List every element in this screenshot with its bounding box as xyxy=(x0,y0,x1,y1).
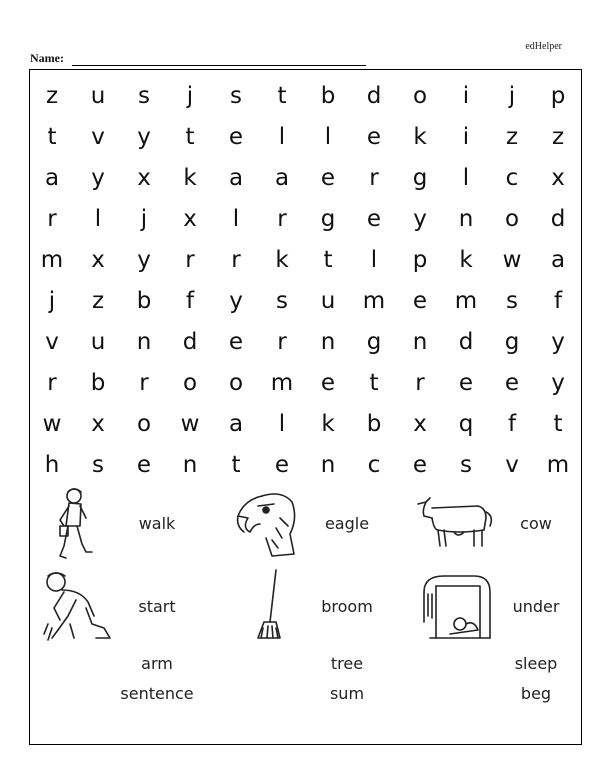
grid-letter[interactable]: k xyxy=(413,124,427,150)
grid-letter[interactable]: b xyxy=(320,83,336,109)
word-tree: tree xyxy=(330,654,364,673)
grid-letter[interactable]: k xyxy=(275,247,289,273)
grid-letter[interactable]: n xyxy=(320,329,336,355)
grid-letter[interactable]: u xyxy=(320,288,336,314)
grid-letter[interactable]: y xyxy=(413,206,427,232)
grid-letter[interactable]: l xyxy=(232,206,240,232)
grid-letter[interactable]: e xyxy=(320,370,336,396)
word-sleep: sleep xyxy=(514,654,558,673)
grid-letter[interactable]: c xyxy=(505,165,519,191)
grid-letter[interactable]: r xyxy=(277,206,287,232)
grid-letter[interactable]: n xyxy=(136,329,152,355)
grid-letter[interactable]: m xyxy=(454,288,478,314)
clue-word-under: under xyxy=(512,597,560,616)
name-label: Name: xyxy=(30,51,64,65)
grid-letter[interactable]: f xyxy=(185,288,195,314)
grid-letter[interactable]: e xyxy=(366,124,382,150)
grid-letter[interactable]: z xyxy=(91,288,105,314)
word-arm: arm xyxy=(141,654,173,673)
grid-letter[interactable]: u xyxy=(90,83,106,109)
grid-letter[interactable]: b xyxy=(90,370,106,396)
grid-letter[interactable]: a xyxy=(228,165,244,191)
grid-letter[interactable]: s xyxy=(460,452,472,478)
grid-letter[interactable]: t xyxy=(277,83,287,109)
grid-letter[interactable]: w xyxy=(502,247,522,273)
grid-letter[interactable]: z xyxy=(45,83,59,109)
word-sentence: sentence xyxy=(120,684,194,703)
grid-letter[interactable]: t xyxy=(231,452,241,478)
grid-letter[interactable]: u xyxy=(90,329,106,355)
grid-letter[interactable]: y xyxy=(91,165,105,191)
grid-letter[interactable]: t xyxy=(185,124,195,150)
grid-letter[interactable]: h xyxy=(44,452,60,478)
grid-letter[interactable]: l xyxy=(94,206,102,232)
grid-letter[interactable]: l xyxy=(278,411,286,437)
grid-letter[interactable]: v xyxy=(45,329,59,355)
grid-letter[interactable]: e xyxy=(412,288,428,314)
broom-icon xyxy=(254,568,284,644)
grid-letter[interactable]: x xyxy=(413,411,427,437)
grid-letter[interactable]: a xyxy=(44,165,60,191)
grid-letter[interactable]: t xyxy=(369,370,379,396)
grid-letter[interactable]: y xyxy=(137,124,151,150)
grid-letter[interactable]: s xyxy=(506,288,518,314)
grid-letter[interactable]: g xyxy=(412,165,428,191)
grid-letter[interactable]: x xyxy=(551,165,565,191)
clue-word-walk: walk xyxy=(138,514,176,533)
grid-letter[interactable]: y xyxy=(229,288,243,314)
grid-letter[interactable]: o xyxy=(412,83,428,109)
grid-letter[interactable]: e xyxy=(274,452,290,478)
grid-letter[interactable]: z xyxy=(505,124,519,150)
cow-icon xyxy=(414,496,496,550)
clue-word-cow: cow xyxy=(520,514,552,533)
grid-letter[interactable]: t xyxy=(323,247,333,273)
grid-letter[interactable]: s xyxy=(230,83,242,109)
grid-letter[interactable]: m xyxy=(546,452,570,478)
grid-letter[interactable]: o xyxy=(182,370,198,396)
grid-letter[interactable]: z xyxy=(551,124,565,150)
grid-letter[interactable]: y xyxy=(551,329,565,355)
grid-letter[interactable]: k xyxy=(183,165,197,191)
grid-letter[interactable]: j xyxy=(508,83,516,109)
grid-letter[interactable]: v xyxy=(91,124,105,150)
grid-letter[interactable]: r xyxy=(415,370,425,396)
grid-letter[interactable]: q xyxy=(458,411,474,437)
grid-letter[interactable]: a xyxy=(550,247,566,273)
grid-letter[interactable]: a xyxy=(228,411,244,437)
grid-letter[interactable]: m xyxy=(40,247,64,273)
grid-letter[interactable]: y xyxy=(137,247,151,273)
grid-letter[interactable]: b xyxy=(136,288,152,314)
grid-letter[interactable]: d xyxy=(458,329,474,355)
grid-letter[interactable]: g xyxy=(366,329,382,355)
grid-letter[interactable]: e xyxy=(228,329,244,355)
grid-letter[interactable]: r xyxy=(47,370,57,396)
grid-letter[interactable]: e xyxy=(458,370,474,396)
grid-letter[interactable]: p xyxy=(550,83,566,109)
eagle-head-icon xyxy=(232,488,300,560)
grid-letter[interactable]: r xyxy=(139,370,149,396)
grid-letter[interactable]: g xyxy=(504,329,520,355)
grid-letter[interactable]: o xyxy=(228,370,244,396)
grid-letter[interactable]: n xyxy=(182,452,198,478)
grid-letter[interactable]: r xyxy=(47,206,57,232)
grid-letter[interactable]: m xyxy=(362,288,386,314)
grid-letter[interactable]: g xyxy=(320,206,336,232)
grid-letter[interactable]: o xyxy=(504,206,520,232)
clue-word-eagle: eagle xyxy=(324,514,370,533)
brand-label: edHelper xyxy=(525,41,562,52)
name-row xyxy=(30,52,366,66)
grid-letter[interactable]: r xyxy=(231,247,241,273)
boy-crouching-icon xyxy=(40,568,114,644)
grid-letter[interactable]: k xyxy=(321,411,335,437)
grid-letter[interactable]: e xyxy=(136,452,152,478)
grid-letter[interactable]: l xyxy=(462,165,470,191)
name-input-line[interactable] xyxy=(72,55,366,66)
grid-letter[interactable]: f xyxy=(507,411,517,437)
grid-letter[interactable]: a xyxy=(274,165,290,191)
grid-letter[interactable]: x xyxy=(137,165,151,191)
letter-grid xyxy=(29,76,581,486)
grid-letter[interactable]: s xyxy=(138,83,150,109)
grid-letter[interactable]: e xyxy=(320,165,336,191)
grid-letter[interactable]: d xyxy=(550,206,566,232)
grid-letter[interactable]: d xyxy=(366,83,382,109)
grid-letter[interactable]: e xyxy=(228,124,244,150)
grid-letter[interactable]: l xyxy=(324,124,332,150)
grid-letter[interactable]: t xyxy=(553,411,563,437)
grid-letter[interactable]: d xyxy=(182,329,198,355)
grid-letter[interactable]: i xyxy=(462,124,470,150)
grid-letter[interactable]: e xyxy=(504,370,520,396)
grid-letter[interactable]: m xyxy=(270,370,294,396)
grid-letter[interactable]: j xyxy=(186,83,194,109)
grid-letter[interactable]: x xyxy=(183,206,197,232)
grid-letter[interactable]: n xyxy=(412,329,428,355)
grid-letter[interactable]: o xyxy=(136,411,152,437)
grid-letter[interactable]: w xyxy=(180,411,200,437)
grid-letter[interactable]: f xyxy=(553,288,563,314)
grid-letter[interactable]: b xyxy=(366,411,382,437)
grid-letter[interactable]: l xyxy=(278,124,286,150)
grid-letter[interactable]: k xyxy=(459,247,473,273)
grid-letter[interactable]: i xyxy=(462,83,470,109)
grid-letter[interactable]: s xyxy=(92,452,104,478)
grid-letter[interactable]: s xyxy=(276,288,288,314)
clue-word-start: start xyxy=(138,597,176,616)
grid-letter[interactable]: x xyxy=(91,411,105,437)
grid-letter[interactable]: l xyxy=(370,247,378,273)
word-beg: beg xyxy=(520,684,552,703)
grid-letter[interactable]: x xyxy=(91,247,105,273)
grid-letter[interactable]: n xyxy=(458,206,474,232)
grid-letter[interactable]: p xyxy=(412,247,428,273)
grid-letter[interactable]: y xyxy=(551,370,565,396)
grid-letter[interactable]: n xyxy=(320,452,336,478)
boy-walking-icon xyxy=(50,486,100,562)
grid-letter[interactable]: j xyxy=(140,206,148,232)
grid-letter[interactable]: j xyxy=(48,288,56,314)
clue-word-broom: broom xyxy=(321,597,373,616)
grid-letter[interactable]: t xyxy=(47,124,57,150)
baby-under-table-icon xyxy=(420,572,494,642)
word-sum: sum xyxy=(329,684,365,703)
grid-letter[interactable]: w xyxy=(42,411,62,437)
grid-letter[interactable]: r xyxy=(277,329,287,355)
grid-letter[interactable]: e xyxy=(412,452,428,478)
grid-letter[interactable]: r xyxy=(185,247,195,273)
grid-letter[interactable]: c xyxy=(367,452,381,478)
grid-letter[interactable]: e xyxy=(366,206,382,232)
grid-letter[interactable]: v xyxy=(505,452,519,478)
grid-letter[interactable]: r xyxy=(369,165,379,191)
